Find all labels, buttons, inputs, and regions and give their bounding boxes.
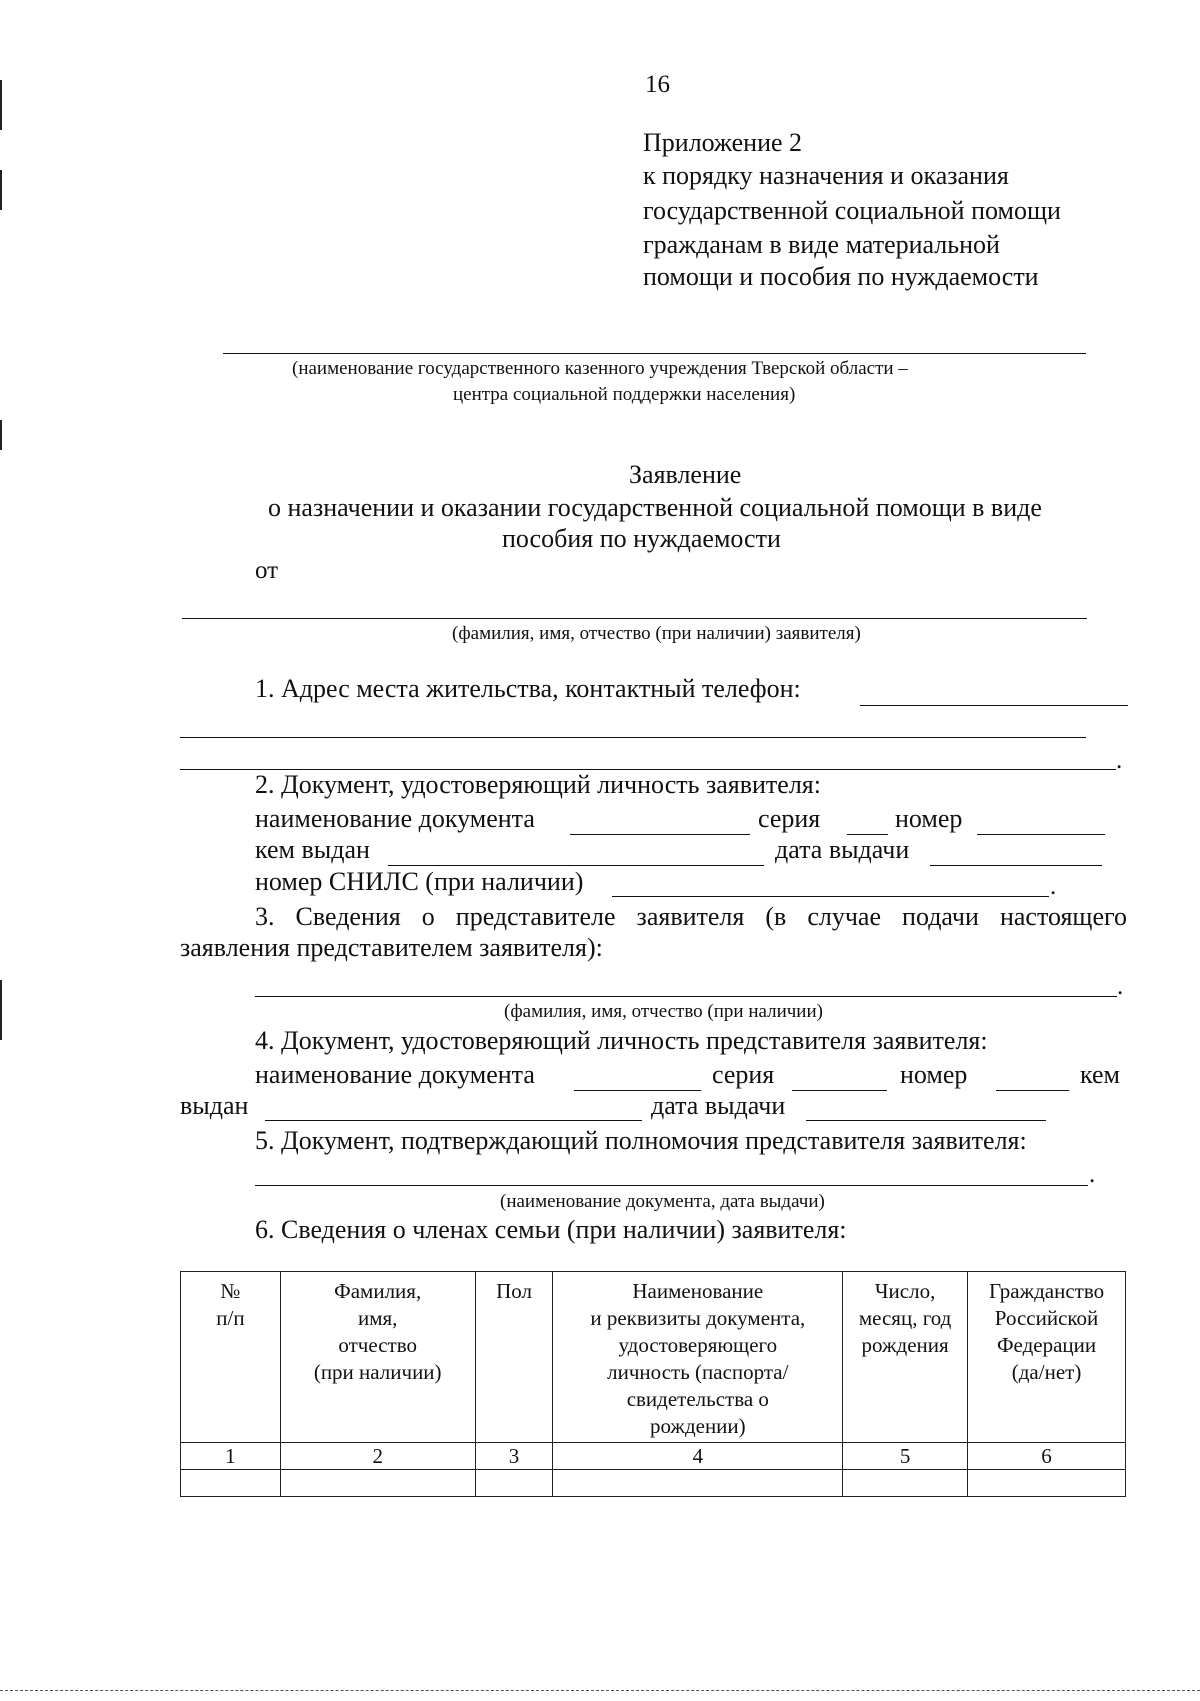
column-header-full-name: Фамилия, имя, отчество (при наличии) — [280, 1272, 475, 1443]
table-cell[interactable] — [843, 1470, 968, 1497]
appendix-line: Приложение 2 — [643, 128, 803, 157]
appendix-line: гражданам в виде материальной — [643, 230, 1000, 259]
appendix-line: к порядку назначения и оказания — [643, 161, 1009, 190]
scan-edge-mark — [0, 170, 2, 210]
institution-caption: (наименование государственного казенного учреждения Тверской области – — [292, 358, 908, 379]
representative-name-field[interactable] — [255, 996, 1117, 997]
scan-bottom-edge — [0, 1690, 1200, 1691]
representative-caption: (фамилия, имя, отчество (при наличии) — [504, 1001, 823, 1022]
section6-title: 6. Сведения о членах семьи (при наличии) заявителя: — [255, 1215, 847, 1244]
rep-issued-by-label-cont: выдан — [180, 1091, 249, 1120]
column-number-cell: 6 — [968, 1443, 1126, 1470]
series-label: серия — [758, 804, 821, 833]
column-number-cell: 3 — [475, 1443, 553, 1470]
period-mark: . — [1117, 973, 1124, 1000]
table-cell[interactable] — [553, 1470, 843, 1497]
column-header-id-document: Наименование и реквизиты документа, удостоверяющего личность (паспорта/ свидетельства о рождении) — [553, 1272, 843, 1443]
section2-title: 2. Документ, удостоверяющий личность заявителя: — [255, 770, 821, 799]
rep-doc-name-label: наименование документа — [255, 1060, 535, 1089]
document-title: Заявление — [629, 460, 742, 489]
rep-issued-by-field[interactable] — [265, 1120, 642, 1121]
appendix-line: помощи и пособия по нуждаемости — [643, 262, 1039, 291]
column-header-number: № п/п — [181, 1272, 281, 1443]
period-mark: . — [1089, 1161, 1096, 1188]
address-label: 1. Адрес места жительства, контактный телефон: — [255, 674, 801, 703]
authority-document-caption: (наименование документа, дата выдачи) — [500, 1191, 825, 1212]
scan-edge-mark — [0, 980, 2, 1040]
number-field[interactable] — [977, 834, 1105, 835]
applicant-caption: (фамилия, имя, отчество (при наличии) заявителя) — [452, 623, 861, 644]
issued-by-label: кем выдан — [255, 835, 370, 864]
appendix-line: государственной социальной помощи — [643, 196, 1061, 225]
section3-title: 3. Сведения о представителе заявителя (в случае подачи настоящего — [255, 902, 1127, 931]
section5-title: 5. Документ, подтверждающий полномочия представителя заявителя: — [255, 1126, 1027, 1155]
doc-name-field[interactable] — [570, 834, 750, 835]
rep-issue-date-field[interactable] — [806, 1120, 1046, 1121]
snils-field[interactable] — [612, 896, 1049, 897]
section4-title: 4. Документ, удостоверяющий личность представителя заявителя: — [255, 1026, 988, 1055]
table-cell[interactable] — [181, 1470, 281, 1497]
issue-date-label: дата выдачи — [775, 835, 910, 864]
column-header-citizenship: Гражданство Российской Федерации (да/нет) — [968, 1272, 1126, 1443]
section3-title-cont: заявления представителем заявителя): — [180, 933, 603, 962]
issue-date-field[interactable] — [930, 865, 1102, 866]
table-cell[interactable] — [968, 1470, 1126, 1497]
rep-series-label: серия — [712, 1060, 775, 1089]
address-field-line-2[interactable] — [180, 737, 1086, 738]
scan-edge-mark — [0, 80, 2, 130]
rep-number-label: номер — [900, 1060, 968, 1089]
rep-issued-by-label: кем — [1080, 1060, 1120, 1089]
institution-caption: центра социальной поддержки населения) — [453, 384, 796, 405]
document-subtitle: о назначении и оказании государственной социальной помощи в виде — [268, 493, 1042, 522]
column-number-cell: 2 — [280, 1443, 475, 1470]
rep-series-field[interactable] — [792, 1090, 887, 1091]
rep-number-field[interactable] — [996, 1090, 1069, 1091]
table-row — [181, 1443, 1126, 1470]
column-number-cell: 4 — [553, 1443, 843, 1470]
number-label: номер — [895, 804, 963, 833]
applicant-name-line[interactable] — [182, 618, 1087, 619]
document-subtitle: пособия по нуждаемости — [502, 524, 781, 553]
issued-by-field[interactable] — [388, 865, 764, 866]
authority-document-field[interactable] — [255, 1185, 1088, 1186]
from-label: от — [255, 557, 279, 584]
page-number: 16 — [645, 71, 670, 98]
snils-label: номер СНИЛС (при наличии) — [255, 867, 584, 896]
doc-name-label: наименование документа — [255, 804, 535, 833]
scan-edge-mark — [0, 420, 2, 450]
period-mark: . — [1116, 747, 1123, 774]
table-cell[interactable] — [280, 1470, 475, 1497]
period-mark: . — [1050, 873, 1057, 900]
table-row — [181, 1470, 1126, 1497]
rep-issue-date-label: дата выдачи — [651, 1091, 786, 1120]
column-number-cell: 5 — [843, 1443, 968, 1470]
table-header-row — [181, 1272, 1126, 1443]
column-number-cell: 1 — [181, 1443, 281, 1470]
institution-name-line[interactable] — [223, 353, 1086, 354]
table-cell[interactable] — [475, 1470, 553, 1497]
column-header-sex: Пол — [475, 1272, 553, 1443]
address-field[interactable] — [860, 705, 1128, 706]
family-members-table — [180, 1271, 1126, 1497]
column-header-birth-date: Число, месяц, год рождения — [843, 1272, 968, 1443]
